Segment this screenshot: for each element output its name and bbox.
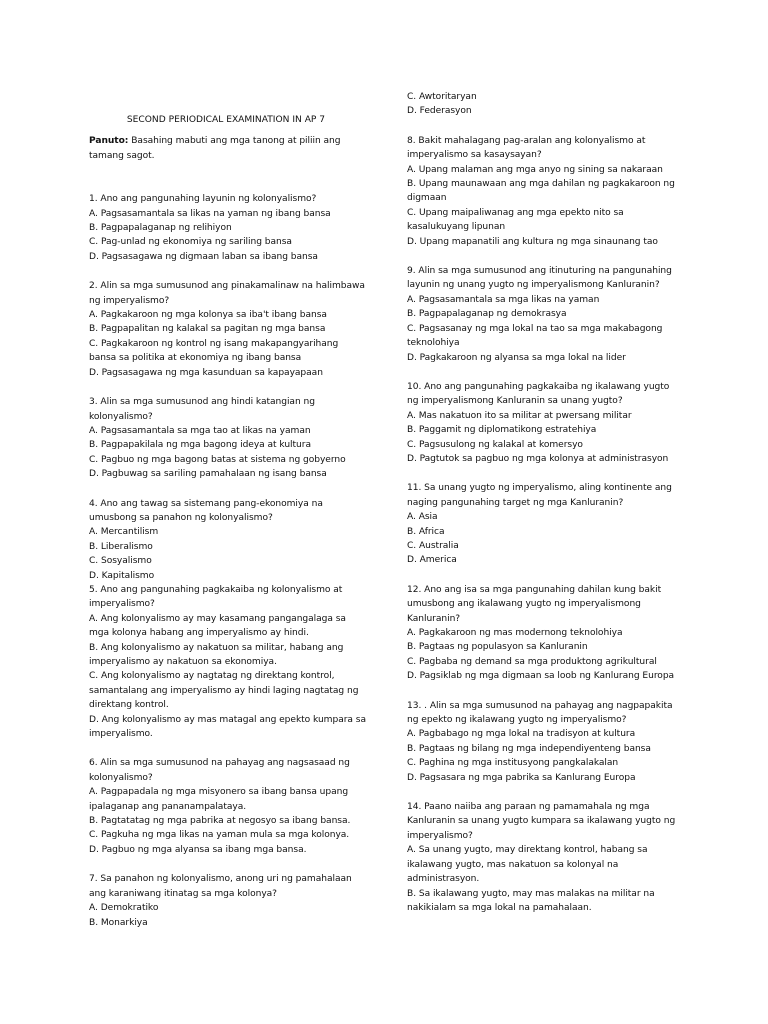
question-text: imperyalismo? (89, 599, 155, 610)
answer-choice: A. Pagpapadala ng mga misyonero sa ibang bansa upang (89, 787, 349, 798)
question-text: ng imperyalismo? (89, 295, 170, 306)
question-text: 12. Ano ang isa sa mga pangunahing dahilan kung bakit (407, 584, 662, 595)
answer-choice: B. Pagtatatag ng mga pabrika at negosyo sa ibang bansa. (89, 816, 351, 827)
answer-choice: A. Demokratiko (89, 903, 159, 914)
question-block (89, 192, 371, 264)
answer-choice: nakikialam sa mga lokal na pamahalaan. (407, 902, 592, 913)
answer-choice: A. Upang malaman ang mga anyo ng sining sa nakaraan (407, 164, 663, 175)
question-block (89, 872, 371, 930)
answer-choice: D. Pagsasara ng mga pabrika sa Kanlurang Europa (407, 772, 636, 783)
answer-choice: C. Pagsusulong ng kalakal at komersyo (407, 439, 583, 450)
question-block (407, 264, 689, 365)
question-text: imperyalismo sa kasaysayan? (407, 150, 542, 161)
answer-choice: B. Liberalismo (89, 541, 153, 552)
answer-choice: C. Pagsasanay ng mga lokal na tao sa mga makabagong (407, 323, 663, 334)
answer-choice: B. Ang kolonyalismo ay nakatuon sa militar, habang ang (89, 642, 344, 653)
question-block (407, 699, 689, 785)
question-text: umusbong sa panahon ng kolonyalismo? (89, 512, 273, 523)
instructions-line-1 (89, 134, 371, 148)
answer-choice: D. Pagkakaroon ng alyansa sa mga lokal na lider (407, 352, 626, 363)
answer-choice: D. Pagtutok sa pagbuo ng mga kolonya at administrasyon (407, 453, 669, 464)
question-text: kolonyalismo? (89, 772, 153, 783)
answer-choice: B. Africa (407, 526, 445, 537)
answer-choice: D. Kapitalismo (89, 570, 155, 581)
answer-choice: mga kolonya habang ang imperyalismo ay hindi. (89, 628, 309, 639)
answer-choice: B. Monarkiya (89, 917, 148, 928)
right-question-list (407, 134, 689, 916)
answer-choice: ikalawang yugto, mas nakatuon sa kolonyal na (407, 859, 619, 870)
right-column (407, 90, 689, 915)
answer-choice: C. Paghina ng mga institusyong pangkalakalan (407, 758, 619, 769)
question-block (407, 134, 689, 249)
answer-choice: imperyalismo. (89, 729, 153, 740)
left-column (89, 113, 371, 930)
question-text: 1. Ano ang pangunahing layunin ng kolonyalismo? (89, 194, 317, 205)
answer-choice: A. Pagkakaroon ng mga kolonya sa iba't ibang bansa (89, 310, 327, 321)
answer-choice: B. Sa ikalawang yugto, may mas malakas na militar na (407, 888, 655, 899)
answer-choice: D. Pagsasagawa ng digmaan laban sa ibang bansa (89, 251, 318, 262)
question-text: 2. Alin sa mga sumusunod ang pinakamalinaw na halimbawa (89, 281, 365, 292)
question-block (89, 497, 371, 583)
left-question-list (89, 192, 371, 930)
answer-choice: ipalaganap ang pananampalataya. (89, 801, 247, 812)
question-text: kolonyalismo? (89, 411, 153, 422)
question-text: 4. Ano ang tawag sa sistemang pang-ekonomiya na (89, 498, 323, 509)
answer-choice: C. Pagkuha ng mga likas na yaman mula sa mga kolonya. (89, 830, 350, 841)
answer-choice: A. Pagkakaroon ng mas modernong teknolohiya (407, 628, 623, 638)
answer-choice: C. Pag-unlad ng ekonomiya ng sariling bansa (89, 237, 292, 248)
answer-choice: D. Ang kolonyalismo ay mas matagal ang epekto kumpara sa (89, 714, 366, 725)
question-text: 9. Alin sa mga sumusunod ang itinuturing na pangunahing (407, 266, 672, 277)
answer-choice: D. Pagbuo ng mga alyansa sa ibang mga bansa. (89, 844, 307, 855)
question-text: ang karaniwang itinatag sa mga kolonya? (89, 888, 277, 899)
question-text: umusbong ang ikalawang yugto ng imperyalismong (407, 599, 641, 610)
answer-choice: C. Sosyalismo (89, 556, 152, 567)
answer-choice: bansa sa politika at ekonomiya ng ibang bansa (89, 353, 302, 364)
answer-choice: A. Pagsasamantala sa mga likas na yaman (407, 294, 600, 305)
answer-choice: samantalang ang imperyalismo ay hindi laging nagtatag ng (89, 685, 359, 696)
answer-choice: B. Pagtaas ng bilang ng mga independiyenteng bansa (407, 743, 651, 754)
answer-choice: D. Upang mapanatili ang kultura ng mga sinaunang tao (407, 236, 658, 247)
question-text: Kanluranin? (407, 613, 461, 624)
answer-choice: D. Pagbuwag sa sariling pamahalaan ng isang bansa (89, 469, 327, 480)
answer-choice: B. Paggamit ng diplomatikong estratehiya (407, 425, 597, 436)
question-text: 8. Bakit mahalagang pag-aralan ang kolonyalismo at (407, 135, 646, 146)
answer-choice: B. Pagpapakilala ng mga bagong ideya at kultura (89, 440, 311, 451)
answer-choice: D. Pagsiklab ng mga digmaan sa loob ng Kanlurang Europa (407, 671, 675, 682)
answer-choice: digmaan (407, 193, 447, 204)
question-block (89, 395, 371, 481)
answer-choice: A. Pagbabago ng mga lokal na tradisyon at kultura (407, 729, 636, 740)
answer-choice: D. Pagsasagawa ng mga kasunduan sa kapayapaan (89, 367, 323, 378)
answer-choice: A. Mas nakatuon ito sa militar at pwersang militar (407, 410, 632, 421)
answer-choice: B. Pagtaas ng populasyon sa Kanluranin (407, 642, 588, 653)
answer-choice: D. Federasyon (407, 106, 472, 117)
question-text: ng epekto ng ikalawang yugto ng imperyalismo? (407, 715, 627, 726)
answer-choice: A. Ang kolonyalismo ay may kasamang pangangalaga sa (89, 613, 346, 624)
question-block (89, 279, 371, 380)
answer-choice: B. Pagpapalaganap ng relihiyon (89, 223, 232, 234)
question-block (89, 583, 371, 741)
question-text: 11. Sa unang yugto ng imperyalismo, aling kontinente ang (407, 483, 672, 494)
question-block (89, 756, 371, 857)
answer-choice: A. Sa unang yugto, may direktang kontrol, habang sa (407, 845, 648, 856)
question-block (407, 583, 689, 684)
answer-choice: C. Australia (407, 540, 459, 551)
answer-choice: B. Pagpapalaganap ng demokrasya (407, 309, 567, 320)
question-block (407, 380, 689, 466)
answer-choice: C. Upang maipaliwanag ang mga epekto nito sa (407, 207, 624, 218)
instructions-line-2: tamang sagot. (89, 150, 155, 161)
question-text: 10. Ano ang pangunahing pagkakaiba ng ikalawang yugto (407, 381, 670, 392)
answer-choice: administrasyon. (407, 874, 480, 885)
question-text: ng imperyalismong Kanluranin sa unang yugto? (407, 396, 623, 407)
instructions-text: Basahing mabuti ang mga tanong at piliin ang (128, 136, 341, 147)
answer-choice: A. Pagsasamantala sa mga tao at likas na yaman (89, 425, 311, 436)
instructions-label: Panuto: (89, 136, 129, 147)
answer-choice: A. Asia (407, 512, 438, 523)
question-text: Kanluranin sa unang yugto kumpara sa ikalawang yugto ng (407, 816, 676, 827)
question-text: 3. Alin sa mga sumusunod ang hindi katangian ng (89, 397, 315, 408)
answer-choice: imperyalismo ay nakatuon sa ekonomiya. (89, 657, 277, 667)
question-block (407, 800, 689, 915)
question-text: 13. . Alin sa mga sumusunod na pahayag ang nagpapakita (407, 700, 673, 711)
answer-choice: C. Ang kolonyalismo ay nagtatag ng direktang kontrol, (89, 671, 335, 682)
question-text: 14. Paano naiiba ang paraan ng pamamahala ng mga (407, 802, 650, 813)
answer-choice: C. Awtoritaryan (407, 92, 477, 102)
page-title: SECOND PERIODICAL EXAMINATION IN AP 7 (126, 115, 326, 125)
answer-choice: C. Pagbaba ng demand sa mga produktong agrikultural (407, 656, 657, 667)
answer-choice: B. Pagpapalitan ng kalakal sa pagitan ng mga bansa (89, 324, 326, 335)
answer-choice: C. Pagbuo ng mga bagong batas at sistema ng gobyerno (89, 454, 346, 465)
question-text: naging pangunahing target ng mga Kanluranin? (407, 497, 624, 508)
question-text: imperyalismo? (407, 830, 473, 841)
question-text: 5. Ano ang pangunahing pagkakaiba ng kolonyalismo at (89, 584, 343, 595)
answer-choice: C. Pagkakaroon ng kontrol ng isang makapangyarihang (89, 338, 339, 349)
answer-choice: B. Upang maunawaan ang mga dahilan ng pagkakaroon ng (407, 179, 675, 190)
question-text: 7. Sa panahon ng kolonyalismo, anong uri ng pamahalaan (89, 874, 352, 885)
answer-choice: A. Pagsasamantala sa likas na yaman ng ibang bansa (89, 208, 331, 219)
carryover-choices (407, 90, 689, 119)
answer-choice: D. America (407, 555, 457, 566)
question-block (407, 481, 689, 567)
answer-choice: teknolohiya (407, 338, 460, 349)
answer-choice: A. Mercantilism (89, 527, 159, 538)
question-text: 6. Alin sa mga sumusunod na pahayag ang nagsasaad ng (89, 758, 350, 769)
answer-choice: kasalukuyang lipunan (407, 222, 506, 233)
answer-choice: direktang kontrol. (89, 700, 169, 711)
question-text: layunin ng unang yugto ng imperyalismong Kanluranin? (407, 280, 660, 291)
